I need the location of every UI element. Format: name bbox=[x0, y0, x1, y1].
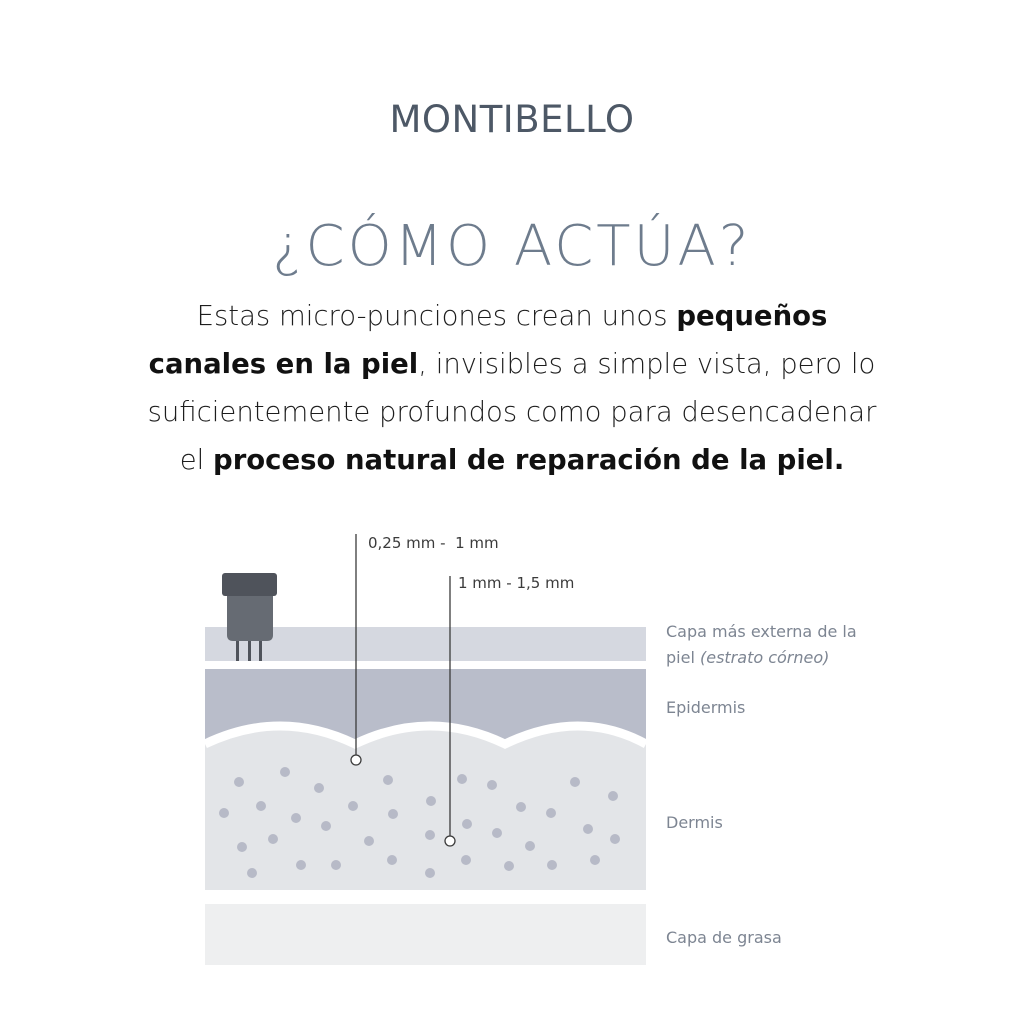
deep-depth-marker bbox=[445, 836, 455, 846]
intro-text: el bbox=[179, 444, 214, 476]
stratum-label-plain: piel bbox=[666, 648, 700, 667]
shallow-depth-marker bbox=[351, 755, 361, 765]
stratum-label-italic: (estrato córneo) bbox=[699, 648, 830, 667]
intro-text: suficientemente profundos como para desencadenar bbox=[147, 396, 877, 428]
intro-emphasis: canales en la piel bbox=[148, 348, 419, 380]
fat-label: Capa de grasa bbox=[666, 928, 782, 947]
dermis-layer bbox=[205, 726, 646, 890]
intro-emphasis: pequeños bbox=[676, 300, 828, 332]
shallow-depth-label: 0,25 mm - 1 mm bbox=[368, 534, 499, 552]
brand-logo: MONTIBELLO bbox=[389, 98, 635, 141]
fat-layer bbox=[205, 904, 646, 965]
stratum-label-line1: Capa más externa de la bbox=[666, 622, 857, 641]
intro-text: Estas micro-punciones crean unos bbox=[196, 300, 677, 332]
epidermis-label: Epidermis bbox=[666, 698, 746, 717]
stratum-label-line2 bbox=[666, 648, 829, 667]
intro-text: , invisibles a simple vista, pero lo bbox=[418, 348, 876, 380]
deep-depth-label: 1 mm - 1,5 mm bbox=[458, 574, 575, 592]
intro-emphasis: proceso natural de reparación de la piel. bbox=[213, 444, 845, 476]
page-title: ¿CÓMO ACTÚA? bbox=[272, 214, 752, 279]
dermis-label: Dermis bbox=[666, 813, 723, 832]
